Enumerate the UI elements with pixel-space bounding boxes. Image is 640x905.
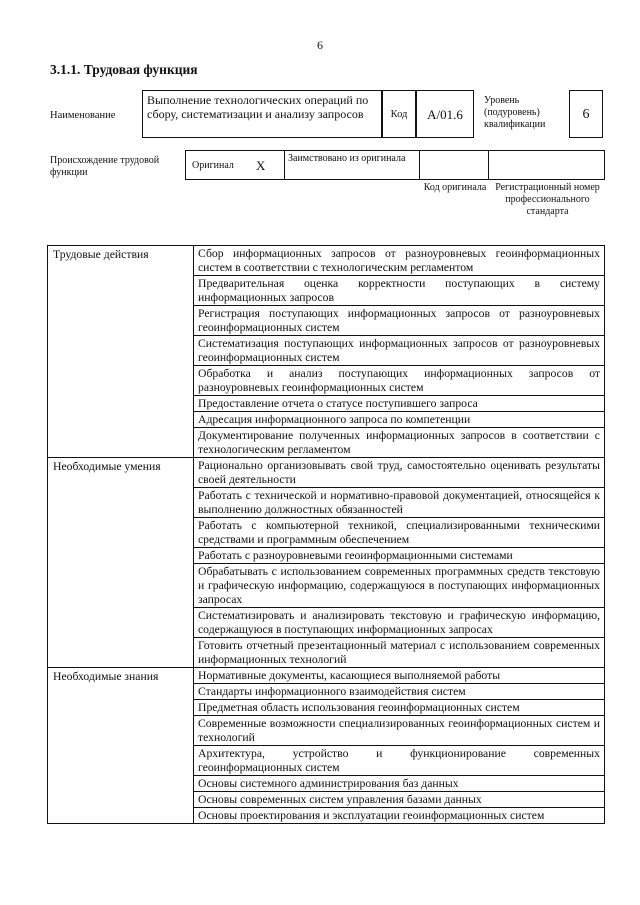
table-cell: Работать с технической и нормативно-правовой документацией, относящейся к выполнению должностных обязанностей xyxy=(194,488,605,518)
table-cell: Документирование полученных информационных запросов в соответствии с технологическим регламентом xyxy=(194,428,605,458)
name-value: Выполнение технологических операций по сбору, систематизации и анализу запросов xyxy=(147,93,369,121)
table-row xyxy=(48,246,605,276)
origin-label: Происхождение трудовой функции xyxy=(50,155,160,178)
code-label-box xyxy=(382,90,416,138)
table-cell: Основы системного администрирования баз данных xyxy=(194,776,605,792)
section-heading: Необходимые знания xyxy=(48,668,194,824)
table-cell: Систематизировать и анализировать текстовую и графическую информацию, содержащуюся в поступающих информационных запросах xyxy=(194,608,605,638)
table-cell: Предметная область использования геоинформационных систем xyxy=(194,700,605,716)
level-label: Уровень (подуровень) квалификации xyxy=(484,95,546,130)
table-cell: Рационально организовывать свой труд, самостоятельно оценивать результаты своей деятельности xyxy=(194,458,605,488)
original-cell xyxy=(185,150,285,180)
name-label: Наименование xyxy=(50,110,116,121)
code-label: Код xyxy=(390,109,408,120)
original-label: Оригинал xyxy=(192,160,234,171)
section-heading: Необходимые умения xyxy=(48,458,194,668)
code-original-cell xyxy=(419,150,489,180)
section-heading: Трудовые действия xyxy=(48,246,194,458)
level-value: 6 xyxy=(582,107,590,122)
table-cell: Основы современных систем управления базами данных xyxy=(194,792,605,808)
table-cell: Стандарты информационного взаимодействия систем xyxy=(194,684,605,700)
table-cell: Регистрация поступающих информационных запросов от разноуровневых геоинформационных систем xyxy=(194,306,605,336)
original-mark: X xyxy=(256,158,266,173)
code-value-box xyxy=(416,90,474,138)
reg-number-cell xyxy=(488,150,605,180)
section-title: 3.1.1. Трудовая функция xyxy=(50,62,198,77)
table-cell: Нормативные документы, касающиеся выполняемой работы xyxy=(194,668,605,684)
table-cell: Обработка и анализ поступающих информационных запросов от разноуровневых геоинформационных систем xyxy=(194,366,605,396)
table-cell: Современные возможности специализированных геоинформационных систем и технологий xyxy=(194,716,605,746)
reg-number-caption: Регистрационный номер профессионального стандарта xyxy=(495,182,600,217)
page-number: 6 xyxy=(317,38,323,52)
code-value: А/01.6 xyxy=(427,107,463,122)
table-cell: Готовить отчетный презентационный материал с использованием современных информационных технологий xyxy=(194,638,605,668)
borrowed-cell xyxy=(284,150,420,180)
table-cell: Предварительная оценка корректности поступающих в систему информационных запросов xyxy=(194,276,605,306)
table-cell: Адресация информационного запроса по компетенции xyxy=(194,412,605,428)
table-cell: Предоставление отчета о статусе поступившего запроса xyxy=(194,396,605,412)
table-cell: Архитектура, устройство и функционирование современных геоинформационных систем xyxy=(194,746,605,776)
name-value-box xyxy=(142,90,382,138)
functions-table xyxy=(47,245,605,824)
code-original-caption: Код оригинала xyxy=(423,182,487,193)
table-cell: Работать с разноуровневыми геоинформационными системами xyxy=(194,548,605,564)
origin-row xyxy=(185,150,605,180)
table-cell: Сбор информационных запросов от разноуровневых геоинформационных систем в соответствии с технологическим регламентом xyxy=(194,246,605,276)
borrowed-label: Заимствовано из оригинала xyxy=(288,153,406,164)
table-cell: Основы проектирования и эксплуатации геоинформационных систем xyxy=(194,808,605,824)
table-row xyxy=(48,458,605,488)
level-value-box xyxy=(569,90,603,138)
table-cell: Обрабатывать с использованием современных программных средств текстовую и графическую информацию, содержащуюся в поступающих информационных запросах xyxy=(194,564,605,608)
table-row xyxy=(48,668,605,684)
table-cell: Систематизация поступающих информационных запросов от разноуровневых геоинформационных систем xyxy=(194,336,605,366)
table-cell: Работать с компьютерной техникой, специализированными техническими средствами и программным обеспечением xyxy=(194,518,605,548)
